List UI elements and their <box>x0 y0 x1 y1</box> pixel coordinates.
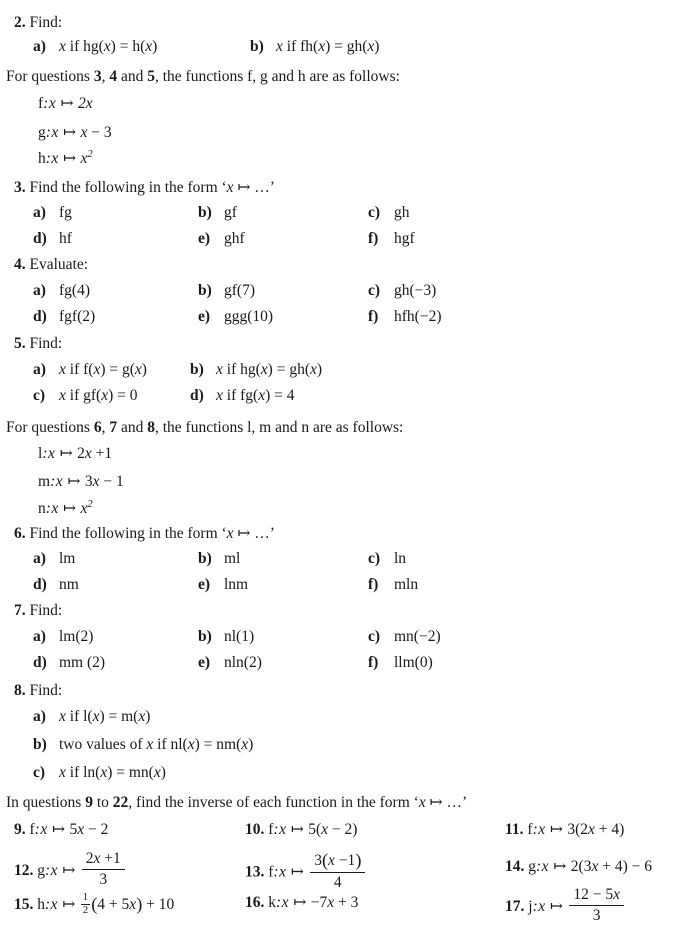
fraction-denominator: 3 <box>99 870 108 888</box>
item-function: f <box>527 821 533 838</box>
question-2-item-b: b) x if fh(x) = gh(x) <box>250 38 380 55</box>
item-rule: −7x + 3 <box>310 894 359 911</box>
item-label: e) <box>198 308 211 325</box>
question-7-item-d <box>33 654 105 672</box>
item-label: b) <box>198 550 212 567</box>
inverse-item-17 <box>505 885 626 927</box>
question-6-item-a <box>33 550 75 568</box>
fraction-numerator: 12 − 5x <box>569 886 624 906</box>
item-number: 9. <box>14 821 26 838</box>
intro-num-5: 5 <box>147 68 155 85</box>
function-name: n <box>38 500 46 518</box>
intro-pre: For questions <box>6 68 94 85</box>
question-2-heading <box>14 14 62 32</box>
item-label: b) <box>33 736 47 753</box>
fraction-12 <box>82 850 125 889</box>
maps-to-symbol: :x ↦ <box>45 861 76 879</box>
maps-to-symbol: :x ↦ <box>43 95 75 112</box>
fraction-numerator: 3(x −1) <box>310 850 365 873</box>
question-7-heading <box>14 602 62 620</box>
question-4-heading <box>14 256 88 274</box>
intro-post: , the functions f, g and h are as follows: <box>154 68 400 85</box>
item-label: c) <box>368 628 381 645</box>
intro-pre: For questions <box>6 419 94 436</box>
item-text: gf(7) <box>224 282 255 299</box>
question-8-item-a: a) x if l(x) = m(x) <box>33 708 151 725</box>
item-function: f <box>29 821 35 838</box>
intro-num-22: 22 <box>112 794 129 811</box>
intro-mid1: , <box>101 68 110 85</box>
function-rule: 2x <box>77 95 93 112</box>
function-name: f <box>38 95 44 112</box>
intro-post: , the functions l, m and n are as follows: <box>154 419 404 436</box>
item-rule-after: (4 + 5x) + 10 <box>91 894 175 915</box>
item-label: a) <box>33 204 46 221</box>
inverse-item-16 <box>245 893 358 912</box>
item-label: a) <box>33 38 46 55</box>
item-label: a) <box>33 361 46 378</box>
fraction-numerator: 2x +1 <box>82 850 125 870</box>
function-rule: $x^2$ <box>80 149 93 168</box>
item-function: j <box>528 897 533 915</box>
item-label: d) <box>33 576 47 593</box>
item-text: hfh(−2) <box>394 308 442 325</box>
item-text: nm <box>59 576 79 593</box>
question-6-prompt: Find the following in the form ‘x ↦ …’ <box>29 525 275 542</box>
inverse-item-12 <box>14 849 127 891</box>
maps-to-symbol: :x ↦ <box>45 124 77 141</box>
item-text: lnm <box>224 576 249 593</box>
question-5-heading <box>14 335 62 353</box>
intro-fgh-text <box>6 68 400 86</box>
item-label: d) <box>33 230 47 247</box>
maps-to-symbol: :x ↦ <box>42 445 74 462</box>
question-2-number: 2. <box>14 14 26 31</box>
question-5-prompt: Find: <box>29 335 63 352</box>
item-text: mn(−2) <box>394 628 441 645</box>
question-6-item-d <box>33 576 79 594</box>
question-4-prompt: Evaluate: <box>29 256 89 273</box>
item-number: 15. <box>14 895 34 913</box>
item-label: c) <box>33 764 46 781</box>
item-text: llm(0) <box>394 654 433 671</box>
item-label: d) <box>33 308 47 325</box>
item-label: e) <box>198 576 211 593</box>
item-label: a) <box>33 282 46 299</box>
inverse-item-14 <box>505 857 652 876</box>
question-6-item-b <box>198 550 240 568</box>
maps-to-symbol: :x ↦ <box>45 500 77 518</box>
item-label: d) <box>190 387 204 404</box>
question-2-item-a: a) x if hg(x) = h(x) <box>33 38 158 55</box>
question-3-heading <box>14 178 275 197</box>
question-3-item-f <box>368 230 415 248</box>
fraction-numerator: 1 <box>82 891 89 904</box>
intro-mid2: and <box>117 68 148 85</box>
question-6-number: 6. <box>14 525 26 542</box>
question-4-item-f <box>368 308 441 326</box>
inverse-item-15 <box>14 893 174 918</box>
item-label: b) <box>190 361 204 378</box>
fraction-17 <box>569 886 624 925</box>
item-text: ghf <box>224 230 245 247</box>
function-rule: 3x − 1 <box>84 473 124 490</box>
inverse-item-11 <box>505 820 624 839</box>
question-6-item-e <box>198 576 248 594</box>
item-label: b) <box>250 38 264 55</box>
item-label: b) <box>198 628 212 645</box>
question-4-item-a <box>33 282 90 300</box>
intro-mid2: and <box>117 419 148 436</box>
question-3-item-a <box>33 204 72 222</box>
function-def-m <box>38 472 124 491</box>
question-3-number: 3. <box>14 179 26 196</box>
function-def-f <box>38 94 93 113</box>
intro-num-8: 8 <box>147 419 155 436</box>
question-8-heading <box>14 682 62 700</box>
question-7-prompt: Find: <box>29 602 63 619</box>
maps-to-symbol: :x ↦ <box>50 473 81 490</box>
item-function: g <box>528 858 536 875</box>
maps-to-symbol: :x ↦ <box>276 894 307 911</box>
intro-num-3: 3 <box>93 68 102 85</box>
maps-to-symbol: :x ↦ <box>273 863 305 881</box>
item-text: nl(1) <box>224 628 255 645</box>
intro-pre: In questions <box>6 794 86 811</box>
question-7-item-b <box>198 628 254 646</box>
item-label: c) <box>33 387 46 404</box>
item-function: h <box>37 895 45 913</box>
item-text: gf <box>224 204 237 221</box>
item-function: k <box>268 894 276 911</box>
item-number: 10. <box>245 821 265 838</box>
maps-to-symbol: :x ↦ <box>45 150 77 168</box>
function-name: g <box>38 124 46 141</box>
item-number: 13. <box>245 863 265 881</box>
item-function: f <box>268 821 274 838</box>
item-function: f <box>268 863 274 881</box>
function-def-h <box>38 149 93 168</box>
question-8-item-c: c) x if ln(x) = mn(x) <box>33 764 166 781</box>
fraction-denominator: 4 <box>333 873 342 891</box>
function-name: m <box>38 473 51 490</box>
item-number: 17. <box>505 897 525 915</box>
item-rule: 5x − 2 <box>69 821 109 838</box>
question-8-prompt: Find: <box>29 682 63 699</box>
inverse-item-10 <box>245 820 357 839</box>
intro-num-9: 9 <box>85 794 93 811</box>
fraction-15 <box>81 892 90 917</box>
item-label: c) <box>368 282 381 299</box>
function-name: l <box>38 445 43 462</box>
maps-to-symbol: :x ↦ <box>532 897 564 915</box>
item-label: e) <box>198 230 211 247</box>
question-3-item-e <box>198 230 245 248</box>
question-6-item-c <box>368 550 406 568</box>
question-7-item-a <box>33 628 93 646</box>
maps-to-symbol: :x ↦ <box>45 895 76 913</box>
question-6-heading <box>14 524 275 543</box>
fraction-13 <box>310 850 365 892</box>
item-label: a) <box>33 628 46 645</box>
item-text: gh <box>394 204 410 221</box>
question-3-item-d <box>33 230 72 248</box>
question-2-prompt: Find: <box>29 14 63 31</box>
item-text: lm <box>59 550 76 567</box>
question-3-item-c <box>368 204 410 222</box>
question-6-item-f <box>368 576 418 594</box>
question-7-item-f <box>368 654 433 672</box>
intro-mid1: , <box>101 419 110 436</box>
item-number: 11. <box>505 821 524 838</box>
intro-mid1: to <box>92 794 113 811</box>
item-label: c) <box>368 204 381 221</box>
fraction-denominator: 3 <box>592 906 601 924</box>
intro-post: , find the inverse of each function in the form ‘x ↦ …’ <box>128 794 468 811</box>
question-5-item-b: b) x if hg(x) = gh(x) <box>190 361 323 378</box>
question-5-number: 5. <box>14 335 26 352</box>
maps-to-symbol: :x ↦ <box>34 821 66 838</box>
item-text: fg <box>59 204 72 221</box>
question-3-item-b <box>198 204 237 222</box>
inverse-item-9 <box>14 820 108 839</box>
question-4-item-d <box>33 308 95 326</box>
function-name: h <box>38 150 46 168</box>
function-rule: x − 3 <box>80 124 112 141</box>
item-number: 16. <box>245 894 265 911</box>
item-label: a) <box>33 708 46 725</box>
question-5-item-a: a) x if f(x) = g(x) <box>33 361 147 378</box>
question-8-item-b: b) two values of x if nl(x) = nm(x) <box>33 736 254 753</box>
item-label: f) <box>368 308 379 325</box>
item-text: fgf(2) <box>59 308 96 325</box>
question-4-item-e <box>198 308 273 326</box>
item-text: ln <box>394 550 407 567</box>
question-5-item-c: c) x if gf(x) = 0 <box>33 387 138 404</box>
maps-to-symbol: :x ↦ <box>273 821 305 838</box>
item-label: f) <box>368 576 379 593</box>
intro-num-6: 6 <box>93 419 102 436</box>
item-text: hgf <box>394 230 415 247</box>
item-number: 14. <box>505 858 525 875</box>
item-label: f) <box>368 654 379 671</box>
question-7-item-c <box>368 628 441 646</box>
intro-num-7: 7 <box>109 419 118 436</box>
item-label: b) <box>198 282 212 299</box>
item-label: f) <box>368 230 379 247</box>
item-rule: 3(2x + 4) <box>567 821 625 838</box>
item-text: hf <box>59 230 72 247</box>
item-text: ml <box>224 550 241 567</box>
question-4-item-c <box>368 282 436 300</box>
question-7-item-e <box>198 654 262 672</box>
item-text: fg(4) <box>59 282 90 299</box>
question-7-number: 7. <box>14 602 26 619</box>
function-def-n <box>38 499 93 518</box>
question-3-prompt: Find the following in the form ‘x ↦ …’ <box>29 179 275 196</box>
maps-to-symbol: :x ↦ <box>532 821 564 838</box>
item-rule: 2(3x + 4) − 6 <box>570 858 652 875</box>
item-text: nln(2) <box>224 654 262 671</box>
intro-lmn-text <box>6 419 403 437</box>
fraction-denominator: 2 <box>82 904 89 917</box>
item-label: d) <box>33 654 47 671</box>
intro-inverse-text <box>6 793 467 812</box>
function-rule: $x^2$ <box>80 499 93 518</box>
function-def-g <box>38 123 112 142</box>
question-8-number: 8. <box>14 682 26 699</box>
intro-num-4: 4 <box>109 68 118 85</box>
item-text: mm (2) <box>59 654 106 671</box>
item-label: a) <box>33 550 46 567</box>
inverse-item-13 <box>245 849 367 894</box>
question-4-item-b <box>198 282 255 300</box>
item-number: 12. <box>14 861 34 879</box>
item-function: g <box>37 861 45 879</box>
item-rule: 5(x − 2) <box>308 821 358 838</box>
item-text: gh(−3) <box>394 282 437 299</box>
question-5-item-d: d) x if fg(x) = 4 <box>190 387 295 404</box>
function-rule: 2x +1 <box>77 445 113 462</box>
question-4-number: 4. <box>14 256 26 273</box>
item-label: b) <box>198 204 212 221</box>
item-text: ggg(10) <box>224 308 274 325</box>
maps-to-symbol: :x ↦ <box>536 858 567 875</box>
item-text: lm(2) <box>59 628 94 645</box>
function-def-l <box>38 444 112 463</box>
item-text: mln <box>394 576 419 593</box>
item-label: e) <box>198 654 211 671</box>
item-label: c) <box>368 550 381 567</box>
